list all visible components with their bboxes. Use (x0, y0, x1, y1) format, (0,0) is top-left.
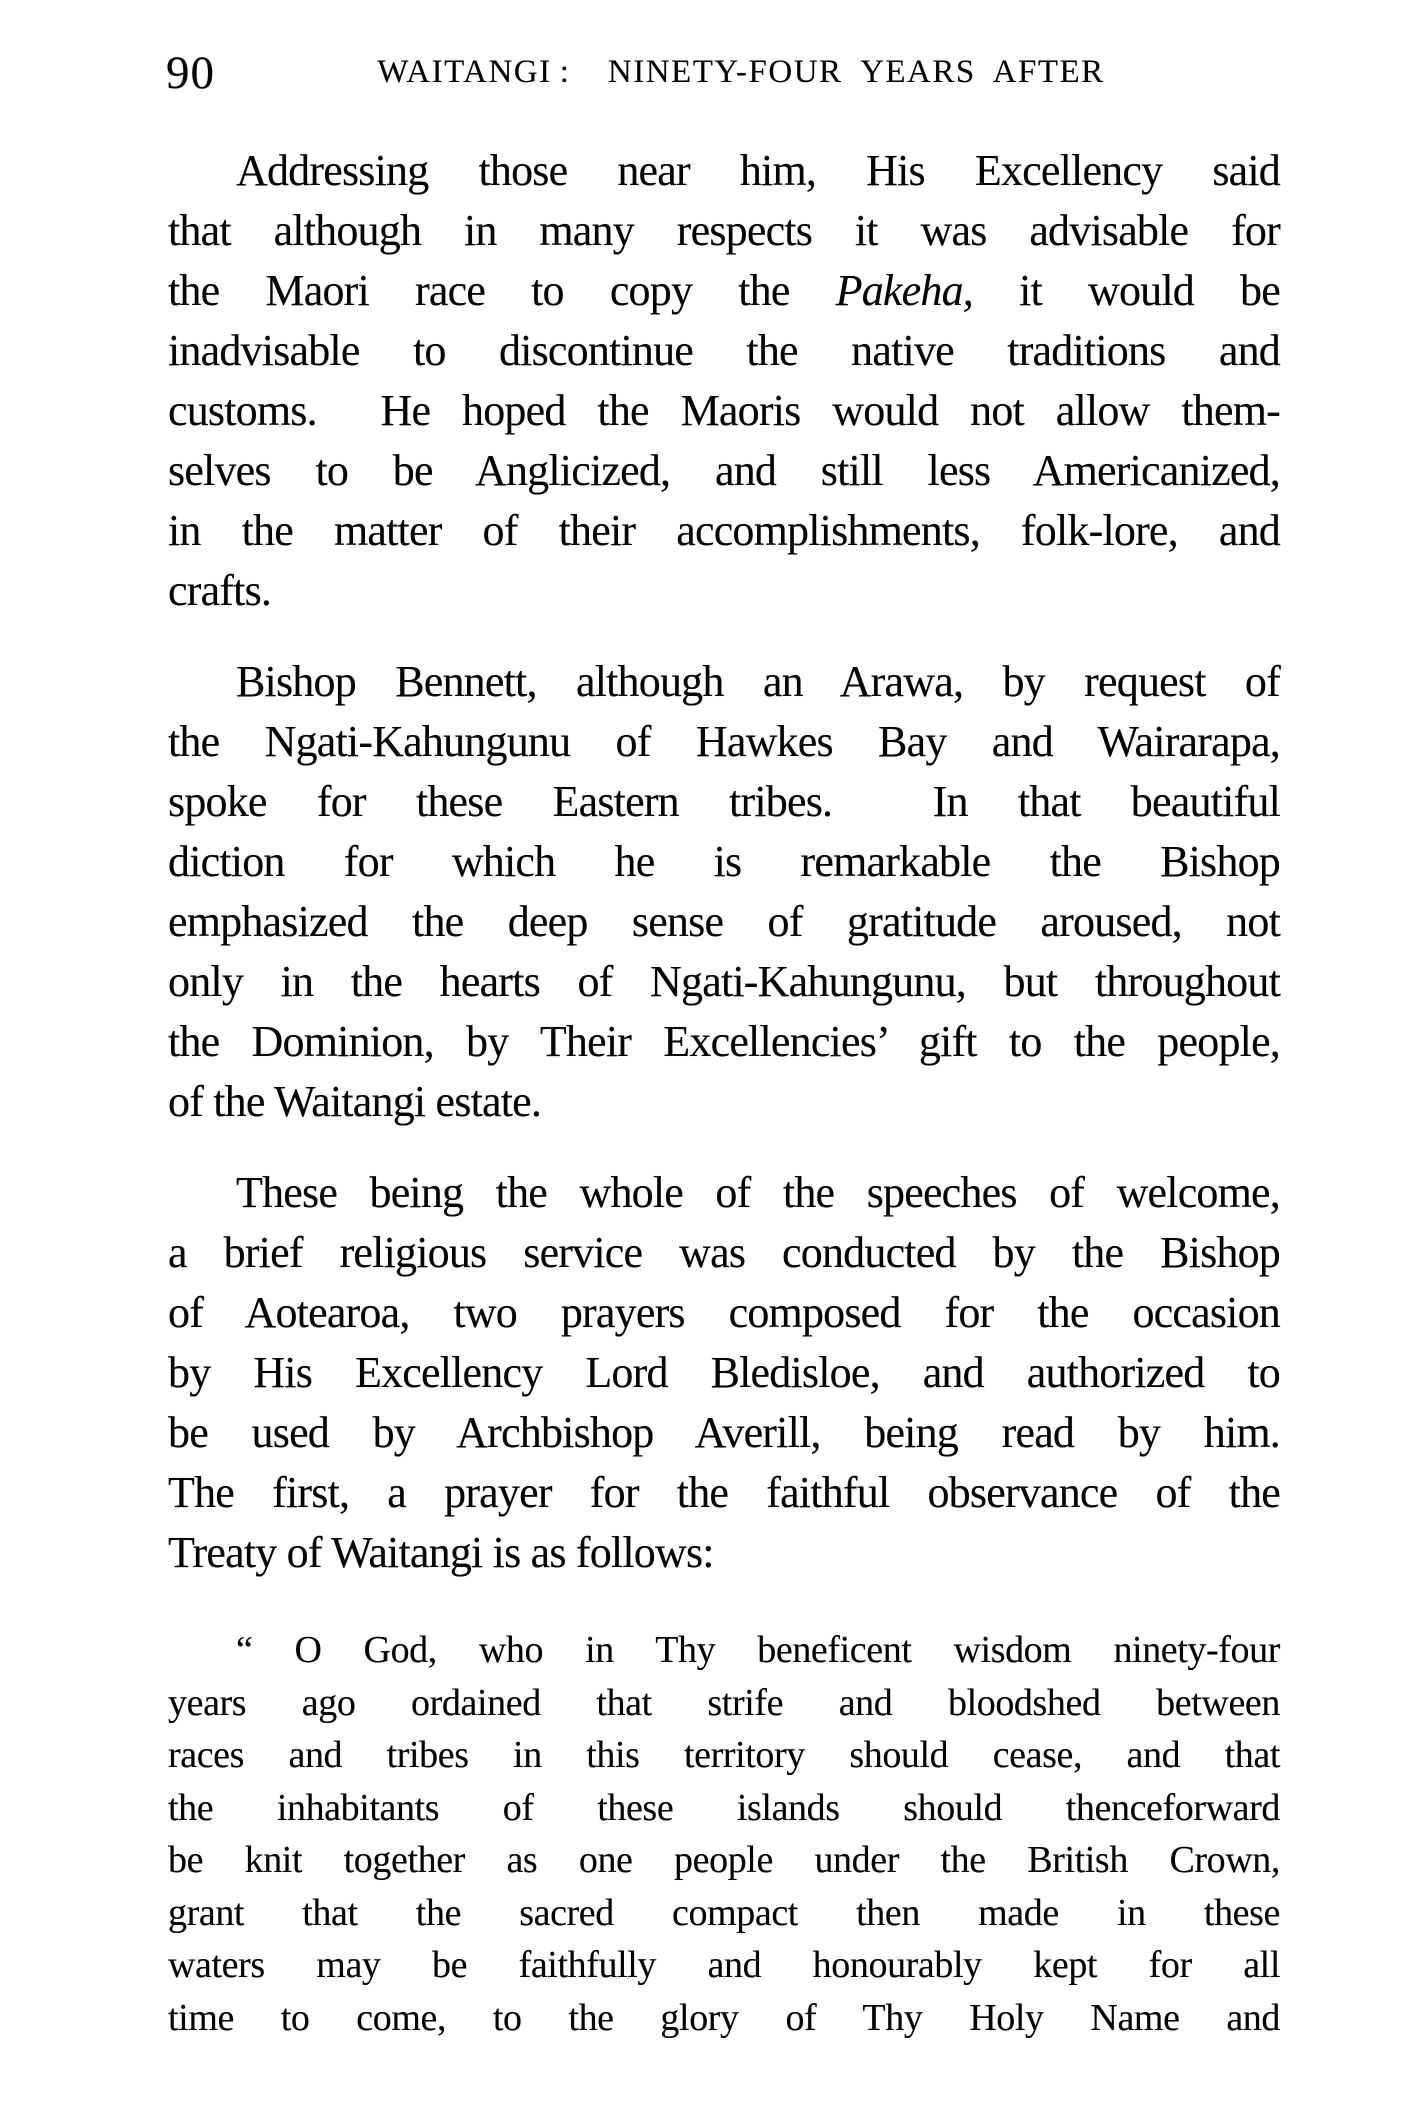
text-line (168, 1403, 1280, 1463)
text-line (168, 141, 1280, 201)
text-line (168, 652, 1280, 712)
text-line (168, 1887, 1280, 1940)
text-segment: selves to be Anglicized, and still less Americanized, (168, 446, 1280, 495)
text-line (168, 561, 1280, 621)
text-segment: in the matter of their accomplishments, folk-lore, and (168, 506, 1280, 555)
page-body-text (168, 141, 1280, 2044)
text-line (168, 952, 1280, 1012)
text-line (168, 1223, 1280, 1283)
text-segment: it would be (973, 266, 1280, 315)
text-line (168, 1463, 1280, 1523)
text-segment: crafts. (168, 566, 272, 615)
text-segment: the Ngati-Kahungunu of Hawkes Bay and Wairarapa, (168, 717, 1280, 766)
text-segment: spoke for these Eastern tribes. In that beautiful (168, 777, 1280, 826)
text-segment: Bishop Bennett, although an Arawa, by request of (236, 657, 1280, 706)
text-line (168, 321, 1280, 381)
text-segment: diction for which he is remarkable the Bishop (168, 837, 1280, 886)
text-segment: years ago ordained that strife and bloodshed between (168, 1681, 1280, 1724)
text-segment: by His Excellency Lord Bledisloe, and authorized to (168, 1348, 1280, 1397)
text-line (168, 1834, 1280, 1887)
text-segment: The first, a prayer for the faithful observance of the (168, 1468, 1280, 1517)
text-segment: customs. He hoped the Maoris would not allow them- (168, 386, 1280, 435)
text-line (168, 1523, 1280, 1583)
text-line (168, 772, 1280, 832)
text-line (168, 712, 1280, 772)
text-line (168, 261, 1280, 321)
text-segment: the Maori race to copy the (168, 266, 836, 315)
text-segment: waters may be faithfully and honourably kept for all (168, 1944, 1280, 1986)
text-segment: grant that the sacred compact then made in these (168, 1891, 1280, 1934)
text-line (168, 1343, 1280, 1403)
text-line (168, 1939, 1280, 1992)
text-line (168, 1012, 1280, 1072)
text-segment: inadvisable to discontinue the native traditions and (168, 326, 1280, 375)
text-segment: emphasized the deep sense of gratitude aroused, not (168, 897, 1280, 946)
text-segment: be used by Archbishop Averill, being read by him. (168, 1408, 1280, 1457)
text-segment: the Dominion, by Their Excellencies’ gift to the people, (168, 1017, 1280, 1066)
text-segment: “ O God, who in Thy beneficent wisdom ninety-four (236, 1629, 1280, 1671)
text-segment: that although in many respects it was advisable for (168, 206, 1280, 255)
text-line (168, 1163, 1280, 1223)
text-line (168, 1782, 1280, 1835)
text-segment: a brief religious service was conducted by the Bishop (168, 1228, 1280, 1277)
paragraph (168, 1163, 1280, 1583)
text-line (168, 441, 1280, 501)
text-line (168, 1283, 1280, 1343)
text-line (168, 1992, 1280, 2045)
text-segment: time to come, to the glory of Thy Holy Name and (168, 1996, 1280, 2039)
text-segment: These being the whole of the speeches of welcome, (236, 1168, 1280, 1217)
page-number: 90 (166, 47, 215, 99)
text-line (168, 1624, 1280, 1677)
text-line (168, 1072, 1280, 1132)
text-segment: of the Waitangi estate. (168, 1077, 542, 1126)
text-segment: races and tribes in this territory should cease, and that (168, 1734, 1280, 1776)
italic-term: Pakeha, (835, 266, 973, 315)
paragraph (168, 652, 1280, 1132)
text-line (168, 1729, 1280, 1782)
text-line (168, 201, 1280, 261)
text-line (168, 832, 1280, 892)
text-segment: only in the hearts of Ngati-Kahungunu, but throughout (168, 957, 1280, 1006)
running-title: WAITANGI : NINETY-FOUR YEARS AFTER (377, 54, 1105, 90)
text-line (168, 381, 1280, 441)
text-segment: Treaty of Waitangi is as follows: (168, 1528, 714, 1577)
text-segment: of Aotearoa, two prayers composed for the occasion (168, 1288, 1280, 1337)
text-line (168, 892, 1280, 952)
text-segment: be knit together as one people under the British Crown, (168, 1839, 1280, 1881)
text-segment: Addressing those near him, His Excellency said (236, 146, 1280, 195)
paragraph-prayer-quote (168, 1624, 1280, 2044)
text-line (168, 1677, 1280, 1730)
text-line (168, 501, 1280, 561)
paragraph (168, 141, 1280, 621)
text-segment: the inhabitants of these islands should thenceforward (168, 1786, 1280, 1829)
